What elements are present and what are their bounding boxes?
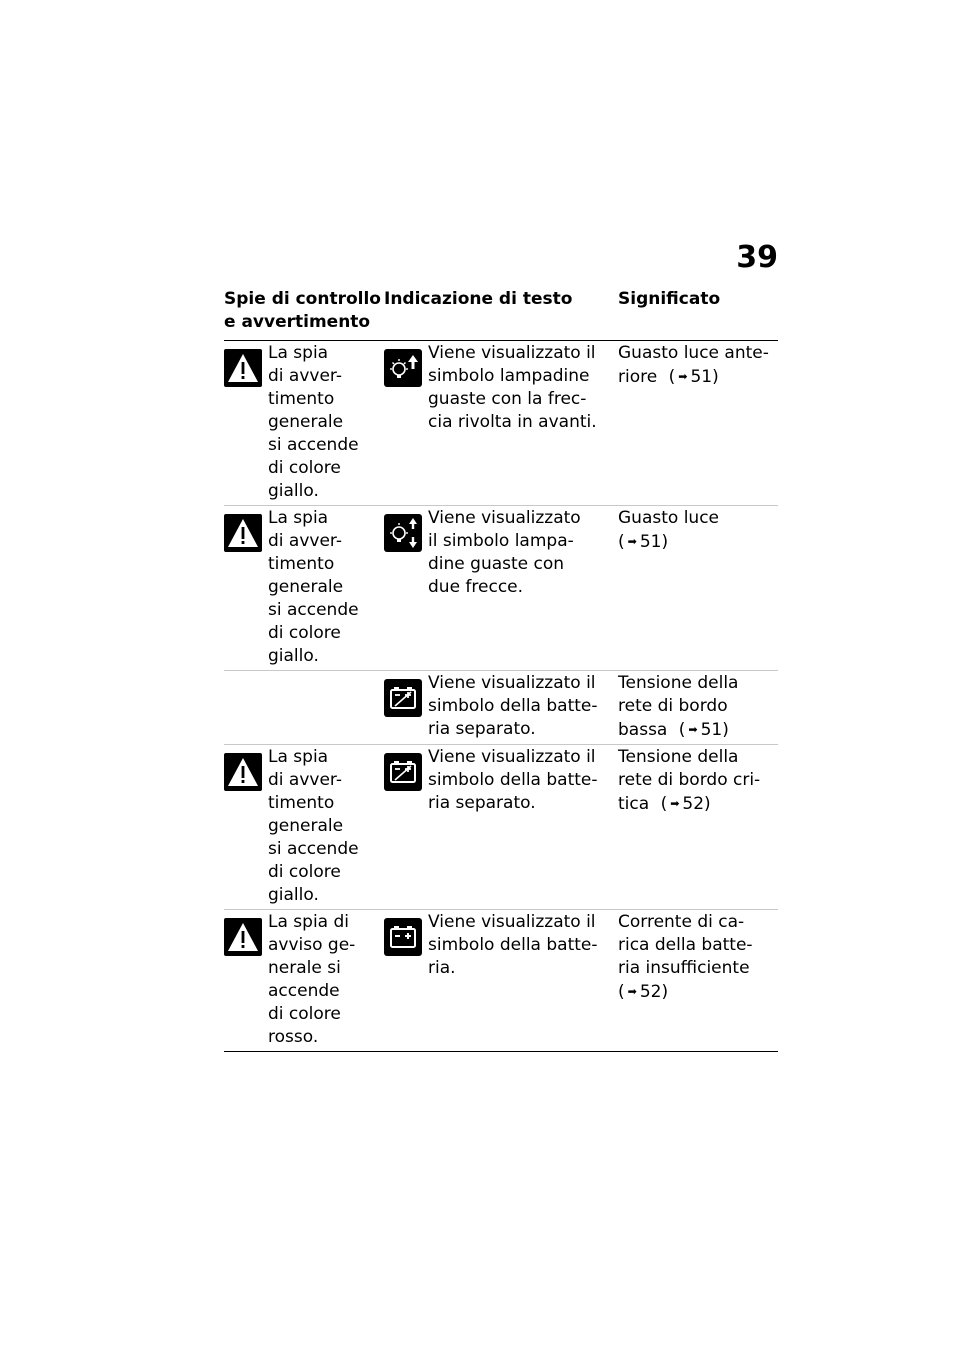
table-row <box>224 341 778 506</box>
warning-triangle-icon <box>224 753 262 791</box>
battery-icon <box>384 918 422 956</box>
warning-cell <box>224 672 384 742</box>
table-row <box>224 910 778 1052</box>
arrow-right-icon: ➡ <box>627 985 637 998</box>
display-text: Viene visualizzato il simbolo lampa- dine guaste con due frecce. <box>428 508 581 597</box>
display-cell <box>384 746 618 907</box>
ref-open: ( <box>618 532 625 552</box>
warning-triangle-icon <box>224 514 262 552</box>
meaning-cell <box>618 911 778 1049</box>
page-reference[interactable] <box>618 532 668 552</box>
meaning-cell <box>618 672 778 742</box>
table-row <box>224 506 778 671</box>
table-header <box>224 288 778 341</box>
meaning-text: Tensione della rete di bordo bassa <box>618 673 739 740</box>
meaning-text: Tensione della rete di bordo cri- tica <box>618 747 761 814</box>
ref-page: 52) <box>639 982 669 1002</box>
arrow-right-icon: ➡ <box>688 723 698 736</box>
header-text-display: Indicazione di testo <box>384 289 573 309</box>
display-text: Viene visualizzato il simbolo lampadine guaste con la frec- cia rivolta in avanti. <box>428 343 597 432</box>
ref-open: ( <box>678 720 686 740</box>
warning-text: La spia di avver- timento generale si accende di colore giallo. <box>268 343 359 501</box>
bulb-two-arrows-icon <box>384 514 422 552</box>
warning-lights-table <box>224 288 778 1052</box>
page-reference[interactable] <box>618 982 668 1002</box>
warning-text: La spia di avver- timento generale si accende di colore giallo. <box>268 747 359 905</box>
page-reference[interactable] <box>669 367 719 387</box>
warning-triangle-icon <box>224 918 262 956</box>
display-cell <box>384 507 618 668</box>
arrow-right-icon: ➡ <box>627 535 637 548</box>
display-cell <box>384 342 618 503</box>
warning-cell <box>224 507 384 668</box>
table-row <box>224 745 778 910</box>
ref-open: ( <box>668 367 676 387</box>
header-meaning: Significato <box>618 289 721 309</box>
meaning-cell <box>618 342 778 503</box>
table-row <box>224 671 778 745</box>
meaning-text: Corrente di ca- rica della batte- ria insufficiente <box>618 912 753 978</box>
display-cell <box>384 672 618 742</box>
bulb-arrow-up-icon <box>384 349 422 387</box>
warning-text: La spia di avver- timento generale si accende di colore giallo. <box>268 508 359 666</box>
warning-cell <box>224 746 384 907</box>
ref-page: 51) <box>639 532 669 552</box>
warning-triangle-icon <box>224 349 262 387</box>
page-reference[interactable] <box>661 794 711 814</box>
meaning-cell <box>618 507 778 668</box>
meaning-text: Guasto luce ante- riore <box>618 343 769 387</box>
display-text: Viene visualizzato il simbolo della batte- ria separato. <box>428 747 598 813</box>
display-text: Viene visualizzato il simbolo della batte- ria separato. <box>428 673 598 739</box>
page-number: 39 <box>736 240 778 275</box>
meaning-text: Guasto luce <box>618 508 719 528</box>
ref-page: 51) <box>700 720 729 740</box>
ref-page: 52) <box>682 794 711 814</box>
ref-page: 51) <box>690 367 719 387</box>
warning-text: La spia di avviso ge- nerale si accende di colore rosso. <box>268 912 356 1047</box>
warning-cell <box>224 342 384 503</box>
page-reference[interactable] <box>679 720 729 740</box>
meaning-cell <box>618 746 778 907</box>
battery-crossed-icon <box>384 753 422 791</box>
arrow-right-icon: ➡ <box>670 797 680 810</box>
arrow-right-icon: ➡ <box>678 370 688 383</box>
header-warning-lights: Spie di controllo e avvertimento <box>224 289 381 332</box>
warning-cell <box>224 911 384 1049</box>
battery-crossed-icon <box>384 679 422 717</box>
ref-open: ( <box>660 794 668 814</box>
ref-open: ( <box>618 982 625 1002</box>
display-cell <box>384 911 618 1049</box>
display-text: Viene visualizzato il simbolo della batte- ria. <box>428 912 598 978</box>
